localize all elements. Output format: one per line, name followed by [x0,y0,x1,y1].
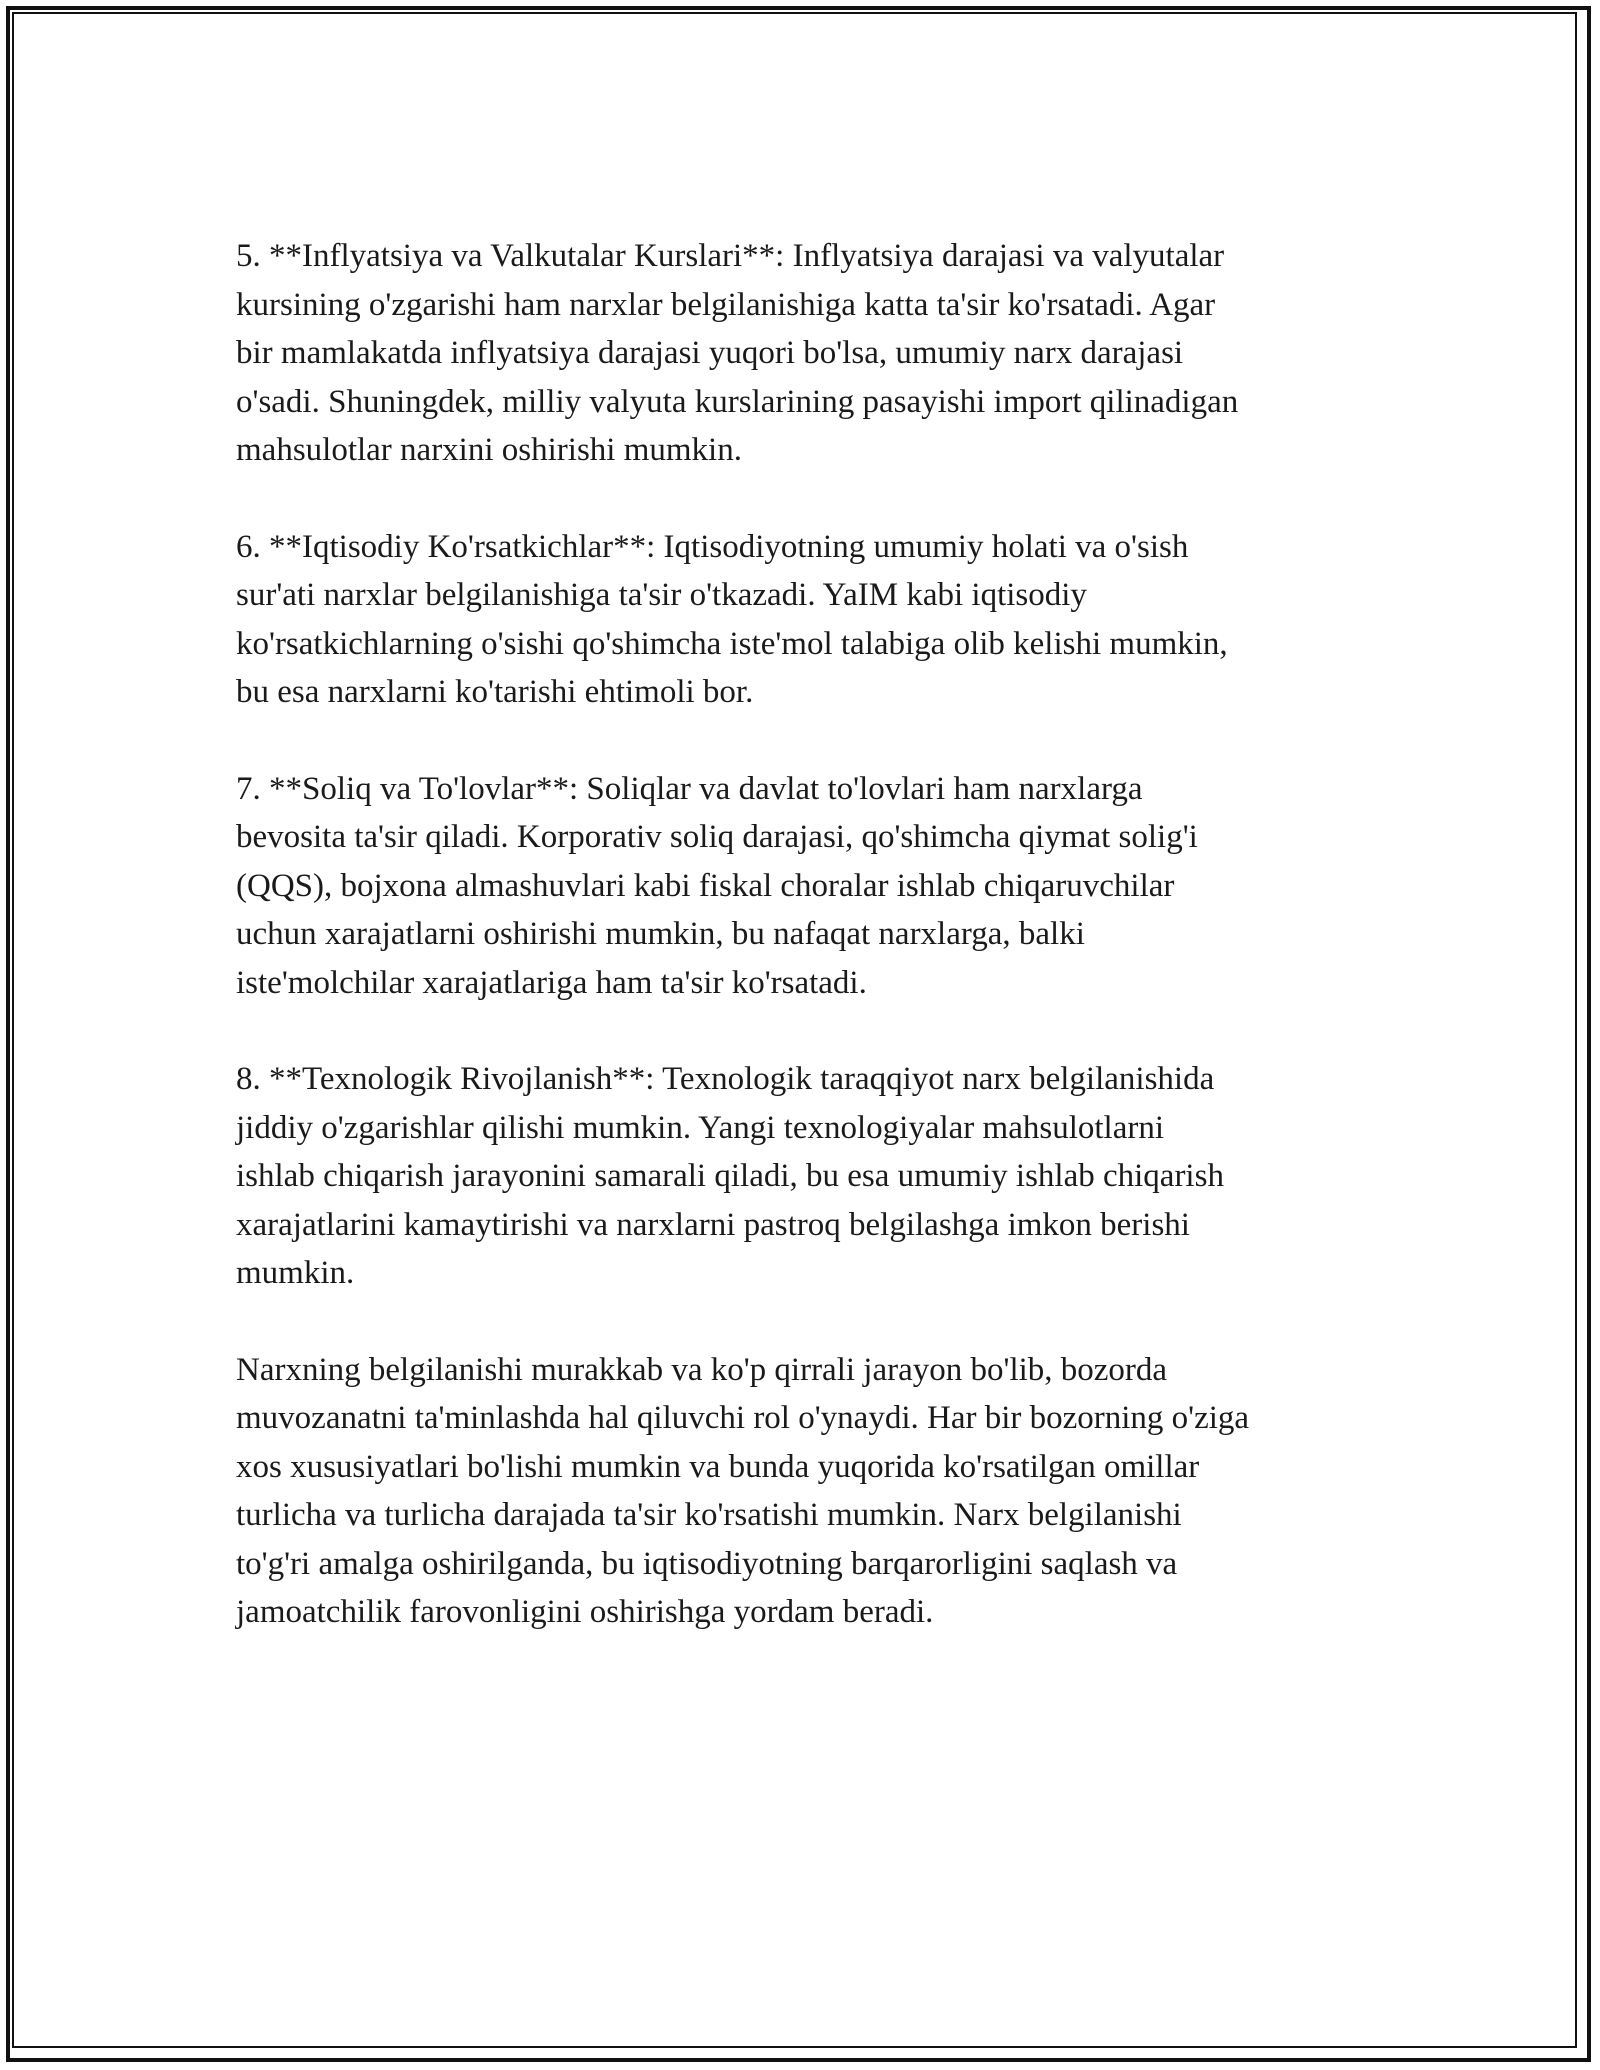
paragraph-taxes [236,765,1376,1008]
paragraph-technology [236,1055,1376,1298]
text-line: bu esa narxlarni ko'tarishi ehtimoli bor. [236,674,754,710]
text-line: ko'rsatkichlarning o'sishi qo'shimcha iste'mol talabiga olib kelishi mumkin, [236,625,1228,662]
text-line: xarajatlarini kamaytirishi va narxlarni pastroq belgilashga imkon berishi [236,1206,1190,1243]
text-line: bevosita ta'sir qiladi. Korporativ soliq darajasi, qo'shimcha qiymat solig'i [236,819,1198,855]
text-line: o'sadi. Shuningdek, milliy valyuta kurslarining pasayishi import qilinadigan [236,383,1239,420]
paragraph-conclusion [236,1346,1376,1637]
text-line: iste'molchilar xarajatlariga ham ta'sir ko'rsatadi. [236,964,867,1001]
text-line: uchun xarajatlarni oshirishi mumkin, bu nafaqat narxlarga, balki [236,916,1085,952]
text-line: Narxning belgilanishi murakkab va ko'p qirrali jarayon bo'lib, bozorda [236,1351,1168,1388]
text-line: 7. **Soliq va To'lovlar**: Soliqlar va davlat to'lovlari ham narxlarga [236,770,1143,807]
text-line: muvozanatni ta'minlashda hal qiluvchi rol o'ynaydi. Har bir bozorning o'ziga [236,1400,1250,1436]
text-line: (QQS), bojxona almashuvlari kabi fiskal choralar ishlab chiqaruvchilar [236,867,1175,904]
text-line: jiddiy o'zgarishlar qilishi mumkin. Yangi texnologiyalar mahsulotlarni [236,1109,1165,1146]
text-line: xos xususiyatlari bo'lishi mumkin va bunda yuqorida ko'rsatilgan omillar [236,1448,1200,1485]
text-line: mahsulotlar narxini oshirishi mumkin. [236,432,742,468]
paragraph-economic-indicators [236,523,1376,717]
text-line: mumkin. [236,1255,355,1291]
text-line: to'g'ri amalga oshirilganda, bu iqtisodiyotning barqarorligini saqlash va [236,1545,1178,1582]
text-line: sur'ati narxlar belgilanishiga ta'sir o'tkazadi. YaIM kabi iqtisodiy [236,577,1087,613]
document-body [236,232,1376,1685]
text-line: kursining o'zgarishi ham narxlar belgilanishiga katta ta'sir ko'rsatadi. Agar [236,286,1216,323]
text-line: turlicha va turlicha darajada ta'sir ko'rsatishi mumkin. Narx belgilanishi [236,1497,1182,1533]
text-line: 8. **Texnologik Rivojlanish**: Texnologik taraqqiyot narx belgilanishida [236,1061,1215,1097]
text-line: jamoatchilik farovonligini oshirishga yordam beradi. [236,1594,934,1630]
text-line: 5. **Inflyatsiya va Valkutalar Kurslari**: Inflyatsiya darajasi va valyutalar [236,238,1225,274]
text-line: 6. **Iqtisodiy Ko'rsatkichlar**: Iqtisodiyotning umumiy holati va o'sish [236,528,1189,565]
text-line: ishlab chiqarish jarayonini samarali qiladi, bu esa umumiy ishlab chiqarish [236,1158,1224,1194]
paragraph-inflation [236,232,1376,475]
text-line: bir mamlakatda inflyatsiya darajasi yuqori bo'lsa, umumiy narx darajasi [236,335,1184,371]
